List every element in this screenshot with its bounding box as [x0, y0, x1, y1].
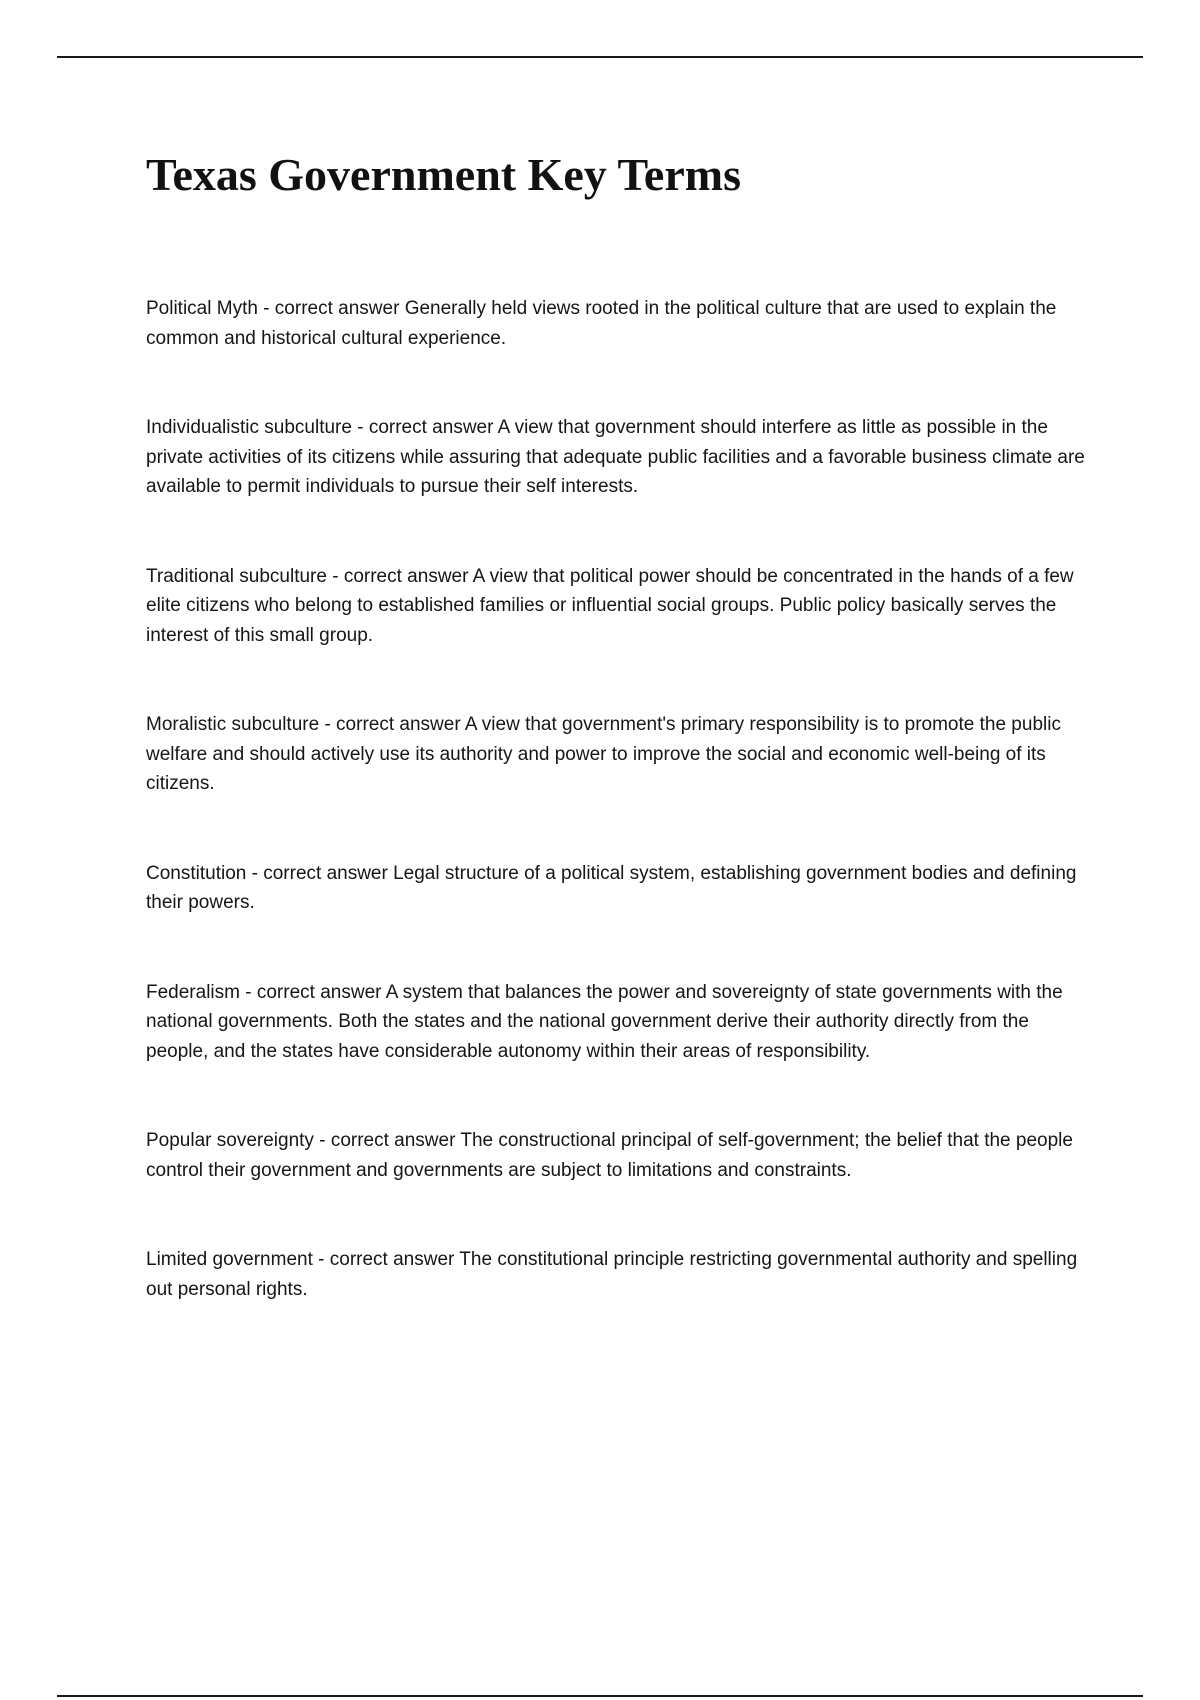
term-definition: A view that government should interfere as little as possible in the private activities of its citizens while assuring that adequate public facilities and a favorable business climate are available to permit individuals to pursue their self interests.	[146, 417, 1085, 497]
term-entry	[146, 1126, 1096, 1185]
term-name: Popular sovereignty	[146, 1130, 314, 1151]
term-separator: - correct answer	[319, 714, 465, 735]
term-definition: A view that political power should be concentrated in the hands of a few elite citizens who belong to established families or influential social groups. Public policy basically serves the interest of this small group.	[146, 565, 1074, 646]
bottom-divider	[57, 1695, 1143, 1697]
term-separator: - correct answer	[326, 565, 473, 587]
top-divider	[57, 56, 1143, 58]
term-separator: - correct answer	[257, 298, 405, 319]
term-name: Federalism	[146, 981, 240, 1003]
term-name: Constitution	[146, 862, 247, 884]
term-entry	[146, 562, 1096, 651]
term-name: Limited government	[146, 1249, 313, 1270]
term-separator: - correct answer	[239, 981, 386, 1003]
term-separator: - correct answer	[351, 417, 498, 438]
term-name: Moralistic subculture	[146, 714, 320, 735]
term-definition: A view that government's primary responsibility is to promote the public welfare and should actively use its authority and power to improve the social and economic well-being of its citizens.	[146, 714, 1061, 794]
page-title: Texas Government Key Terms	[146, 149, 741, 200]
term-entry	[146, 413, 1096, 502]
term-entry	[146, 294, 1096, 353]
term-definition: Legal structure of a political system, establishing government bodies and defining their powers.	[146, 862, 1077, 913]
term-entry	[146, 1245, 1096, 1304]
term-name: Political Myth	[146, 298, 258, 319]
term-name: Traditional subculture	[146, 565, 327, 587]
term-separator: - correct answer	[312, 1249, 460, 1270]
term-definition: Generally held views rooted in the political culture that are used to explain the common and historical cultural experience.	[146, 298, 1057, 349]
term-separator: - correct answer	[313, 1130, 461, 1151]
term-definition: A system that balances the power and sovereignty of state governments with the national governments. Both the states and the national government derive their authority directly from the people, and the states have considerable autonomy within their areas of responsibility.	[146, 981, 1063, 1062]
term-name: Individualistic subculture	[146, 417, 352, 438]
term-definition: The constructional principal of self-government; the belief that the people control their government and governments are subject to limitations and constraints.	[146, 1130, 1073, 1181]
terms-list	[146, 294, 1096, 1304]
term-separator: - correct answer	[246, 862, 394, 884]
document-body	[146, 148, 1096, 1364]
term-entry	[146, 859, 1096, 918]
term-definition: The constitutional principle restricting governmental authority and spelling out personal rights.	[146, 1249, 1078, 1300]
term-entry	[146, 710, 1096, 799]
term-entry	[146, 978, 1096, 1067]
